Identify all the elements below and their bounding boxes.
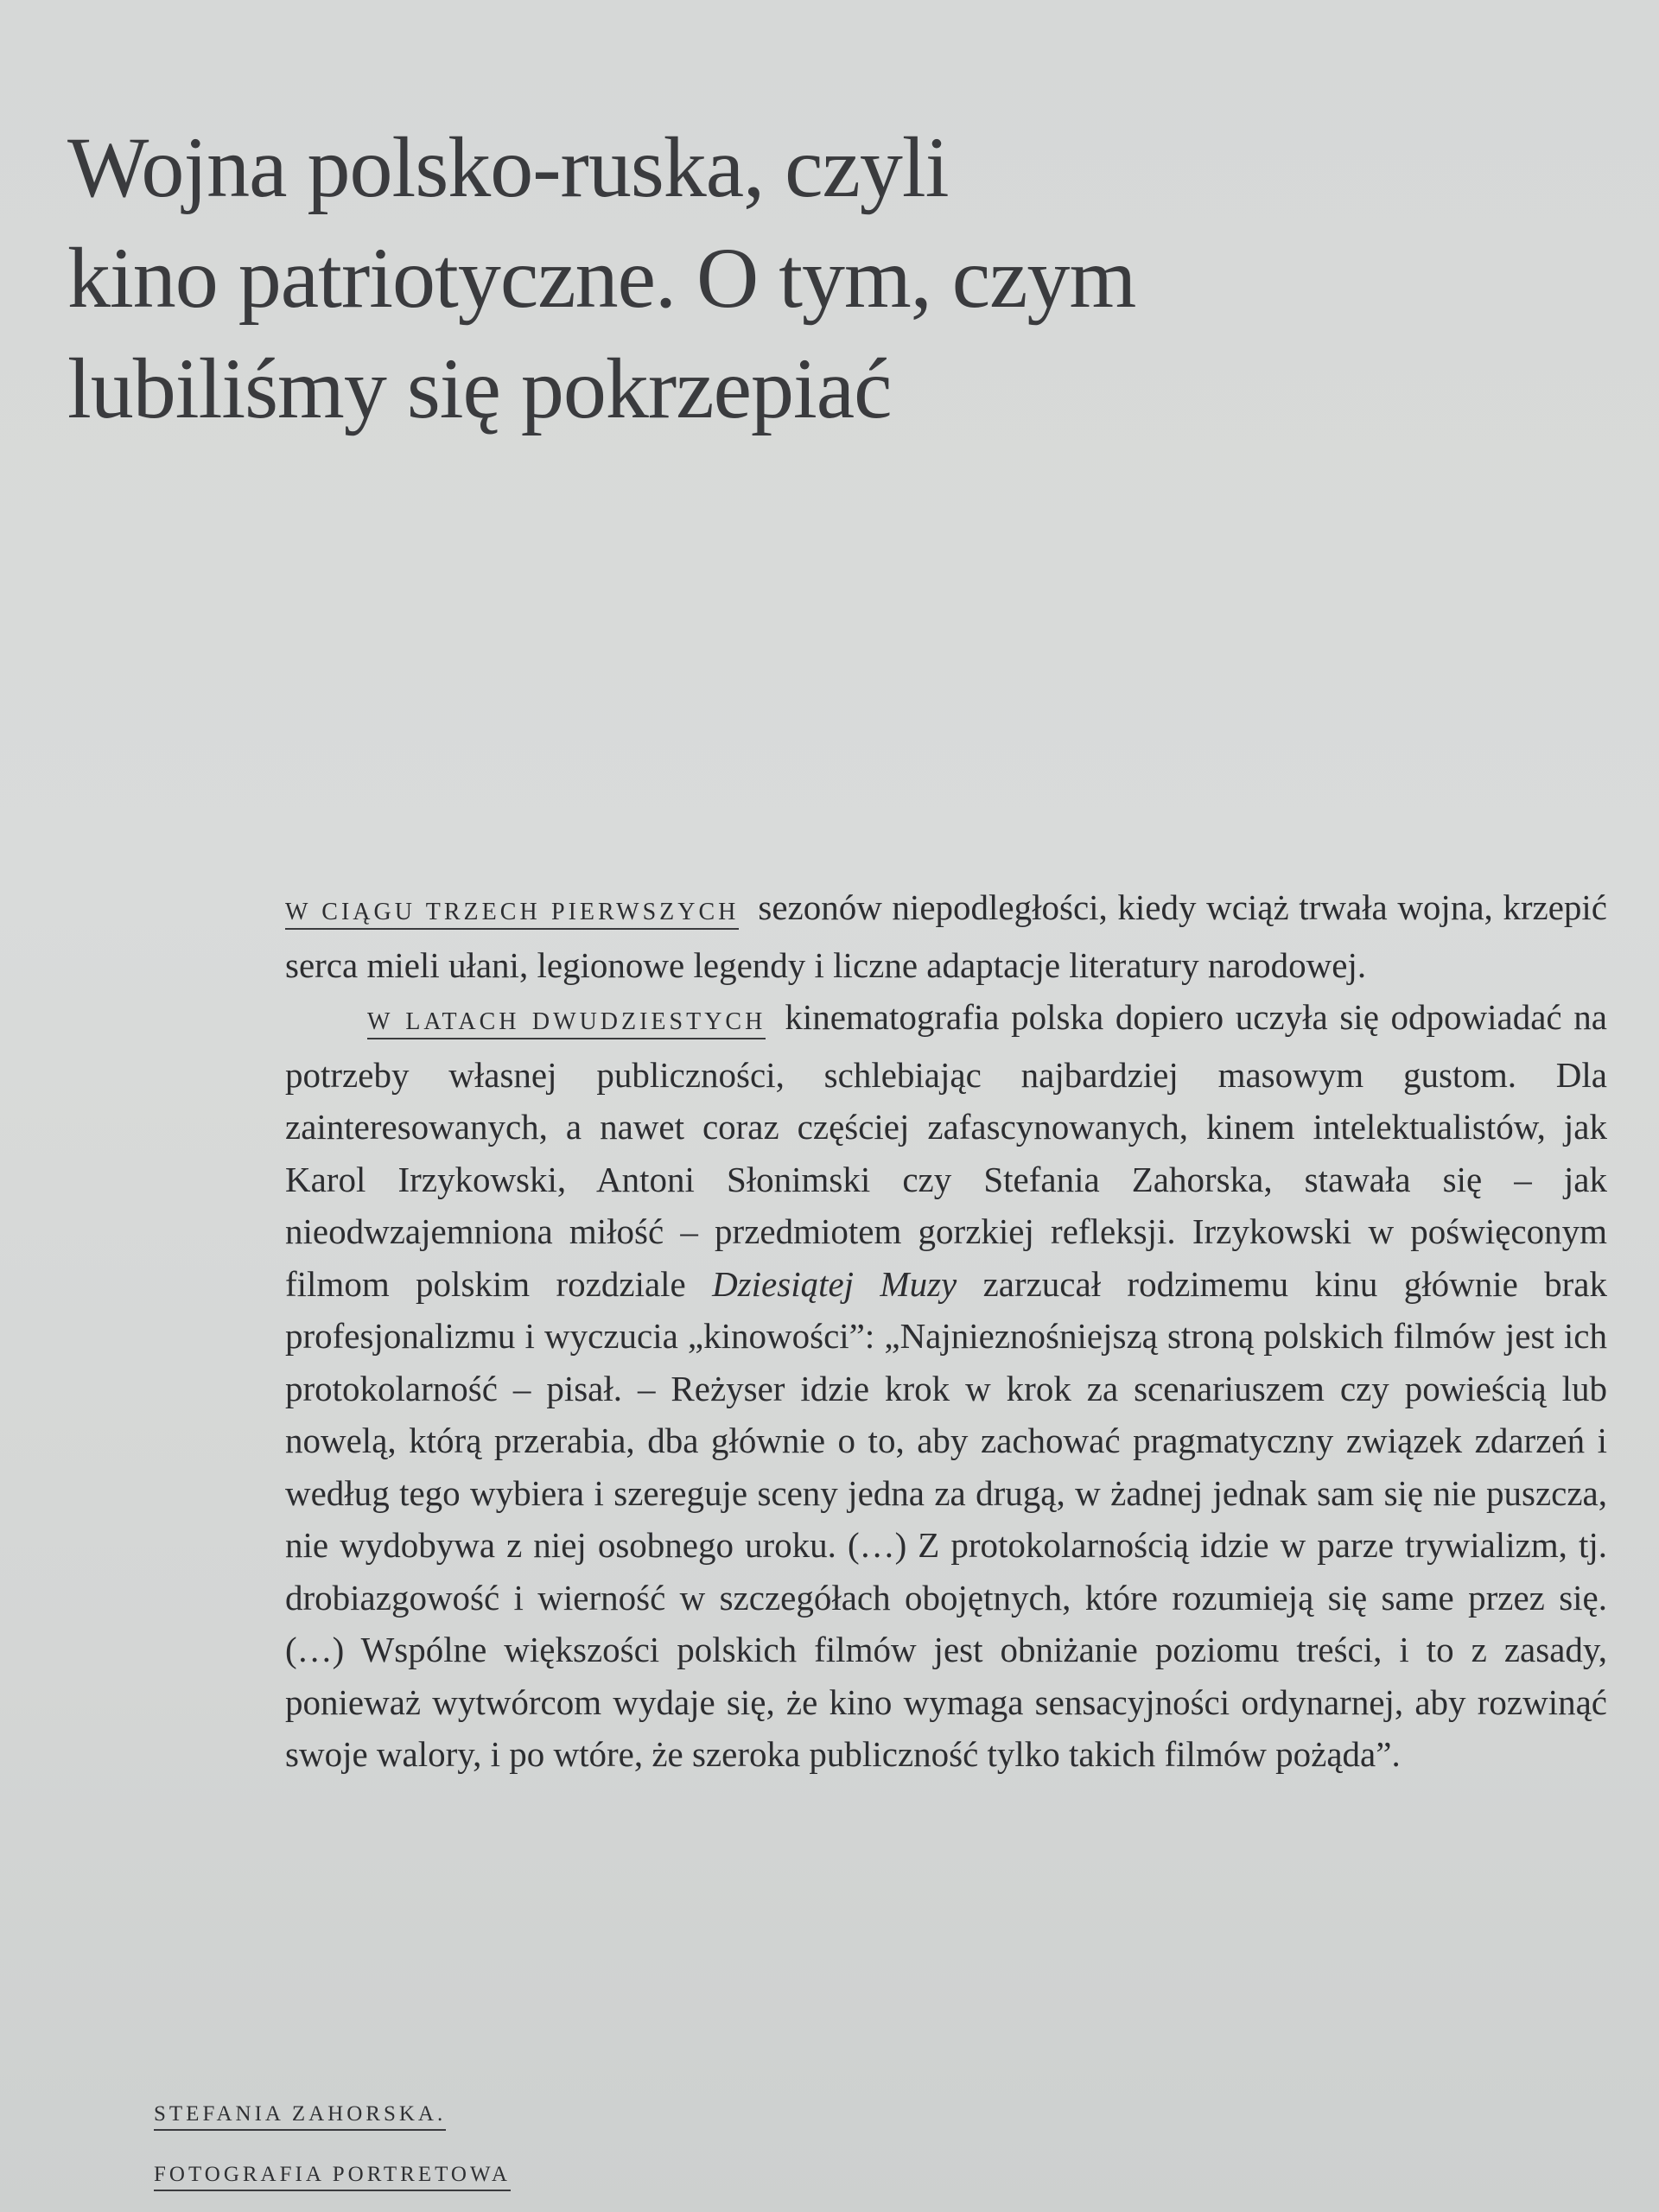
chapter-title-line-2: kino patriotyczne. O tym, czym	[67, 230, 1136, 326]
caption-line-2: FOTOGRAFIA PORTRETOWA	[154, 2160, 511, 2191]
paragraph-2-lead-in: W LATACH DWUDZIESTYCH	[367, 997, 766, 1039]
paragraph-2-text-before: kinematografia polska dopiero uczyła się odpowiadać na potrzeby własnej publiczności, schlebiając najbardziej masowym gustom. Dla zainteresowanych, a nawet coraz częściej zafascynowanych, kinem intelektualistów, jak Karol Irzykowski, Antoni Słonimski czy Stefania Zahorska, stawała się – jak nieodwzajemniona miłość – przedmiotem gorzkiej refleksji. Irzykowski w poświęconym filmom polskim rozdziale	[285, 997, 1607, 1304]
chapter-title-line-3: lubiliśmy się pokrzepiać	[67, 340, 892, 436]
paragraph-1-text: sezonów niepodległości, kiedy wciąż trwała wojna, krzepić serca mieli ułani, legionowe legendy i liczne adaptacje literatury narodowej.	[285, 887, 1608, 985]
paragraph-1-lead-in: W CIĄGU TRZECH PIERWSZYCH	[285, 887, 739, 930]
paragraph-1	[285, 881, 1607, 991]
paragraph-2	[285, 991, 1607, 1781]
chapter-title	[67, 112, 1363, 444]
paragraph-2-text-after: zarzucał rodzimemu kinu głównie brak profesjonalizmu i wyczucia „kinowości”: „Najnieznośniejszą stroną polskich filmów jest ich protokolarność – pisał. – Reżyser idzie krok w krok za scenariuszem czy powieścią lub nowelą, którą przerabia, dba głównie o to, aby zachować pragmatyczny związek zdarzeń i według tego wybiera i szereguje sceny jedna za drugą, w żadnej jednak sam się nie puszcza, nie wydobywa z niej osobnego uroku. (…) Z protokolarnością idzie w parze trywializm, tj. drobiazgowość i wierność w szczegółach obojętnych, które rozumieją się same przez się. (…) Wspólne większości polskich filmów jest obniżanie poziomu treści, i to z zasady, ponieważ wytwórcom wydaje się, że kino wymaga sensacyjności ordynarnej, aby rozwinąć swoje walory, i po wtóre, że szeroka publiczność tylko takich filmów pożąda”.	[285, 1263, 1607, 1774]
photo-caption	[154, 2089, 511, 2210]
body-text	[285, 881, 1607, 1781]
chapter-title-line-1: Wojna polsko-ruska, czyli	[67, 119, 949, 215]
caption-line-1: STEFANIA ZAHORSKA.	[154, 2100, 446, 2131]
book-title-italic: Dziesiątej Muzy	[712, 1263, 957, 1304]
